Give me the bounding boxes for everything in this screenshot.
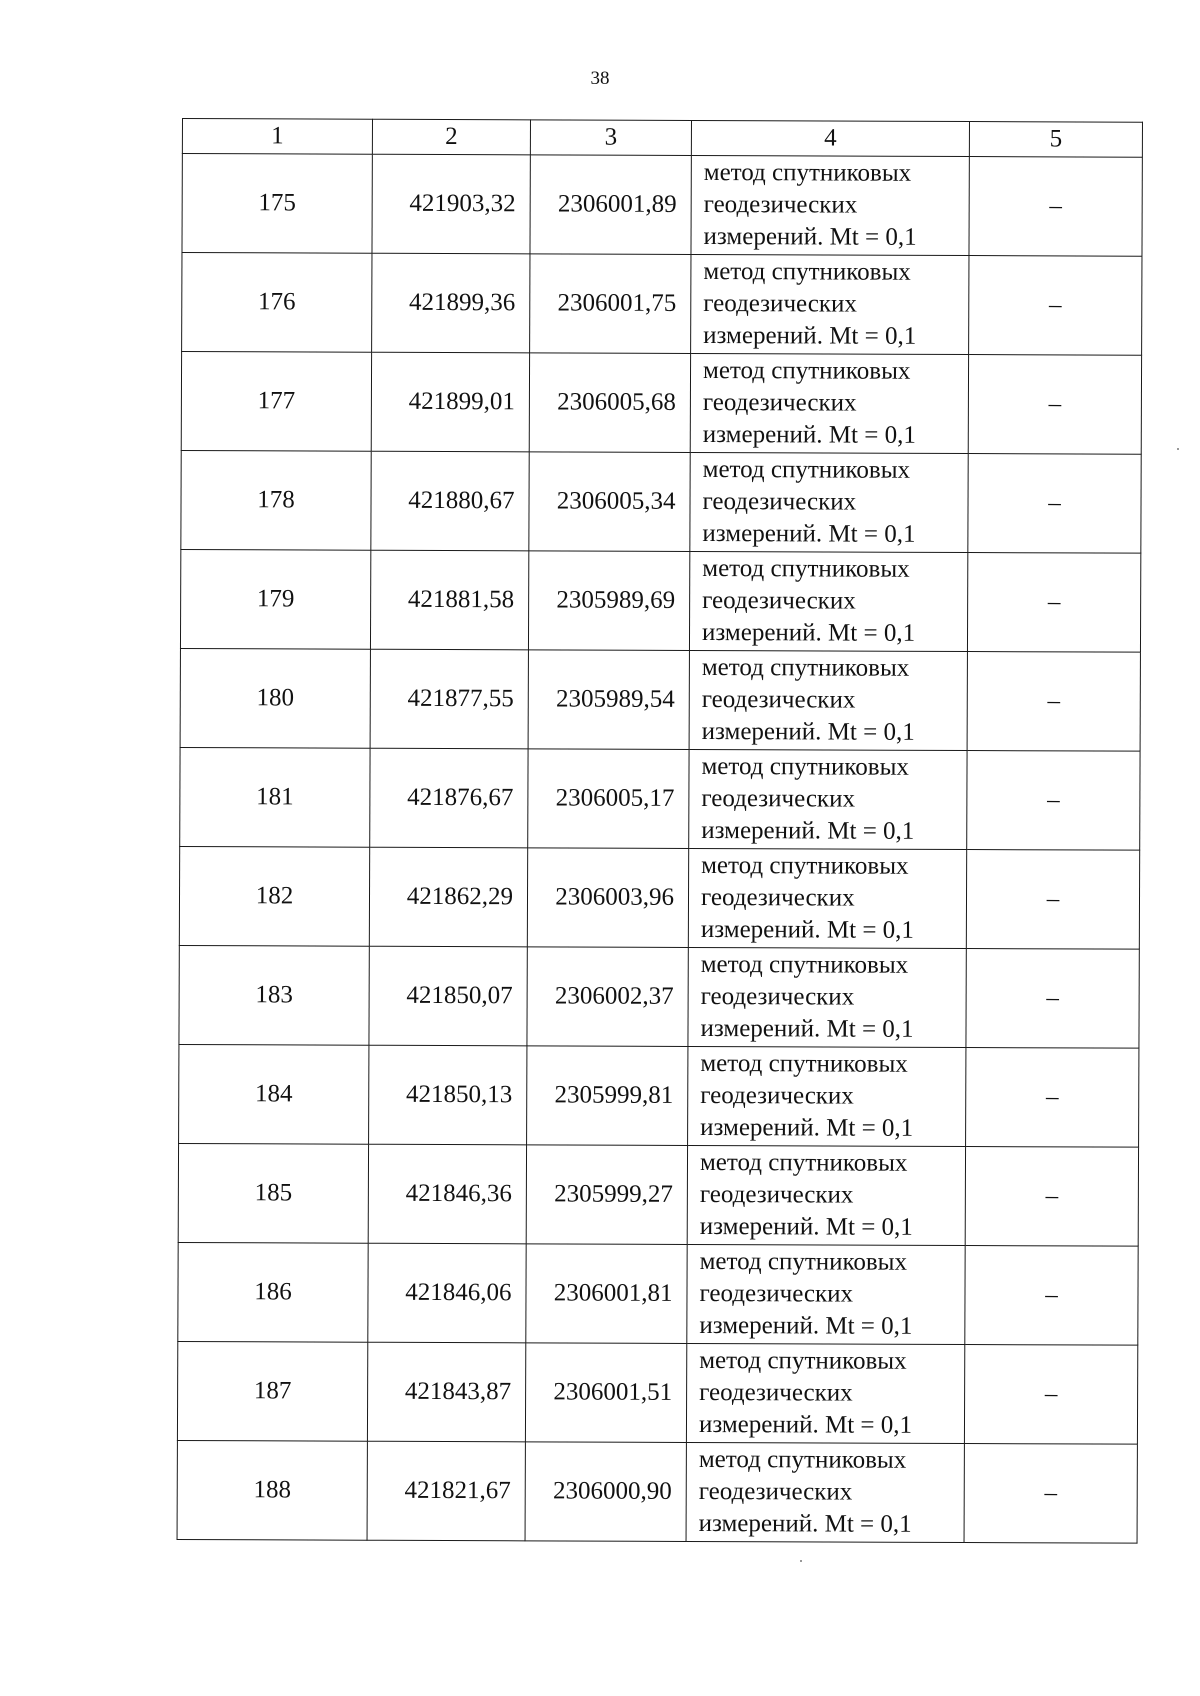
table-row: [180, 549, 1140, 652]
point-number: 181: [180, 747, 370, 847]
method-line: измерений. Mt = 0,1: [699, 1212, 913, 1241]
coordinate-y: 2306005,68: [529, 353, 690, 453]
coordinate-y: 2306001,89: [530, 155, 691, 255]
method-description: [689, 551, 967, 651]
coordinate-x: 421821,67: [367, 1441, 525, 1541]
method-line: метод спутниковых: [702, 357, 911, 385]
table-row: [178, 1242, 1138, 1345]
coordinate-x: 421899,01: [371, 352, 529, 452]
table-header: [182, 119, 1142, 158]
method-description: [687, 1244, 965, 1344]
coordinate-x: 421850,13: [369, 1045, 527, 1145]
table-row: [180, 747, 1140, 850]
note-cell: –: [964, 1444, 1137, 1544]
point-number: 185: [178, 1143, 368, 1243]
method-line: метод спутниковых: [702, 555, 910, 583]
point-number: 180: [180, 648, 370, 748]
method-line: измерений. Mt = 0,1: [699, 1311, 913, 1340]
page-number: 38: [590, 68, 610, 89]
coordinate-x: 421843,87: [367, 1342, 525, 1442]
method-line: метод спутниковых: [701, 851, 909, 880]
table-row: [177, 1341, 1137, 1444]
method-line: измерений. Mt = 0,1: [701, 619, 916, 647]
method-line: метод спутниковых: [699, 1148, 908, 1177]
method-line: геодезических: [702, 488, 857, 516]
method-line: геодезических: [700, 1081, 854, 1110]
note-cell: –: [966, 850, 1139, 950]
point-number: 179: [180, 549, 370, 649]
method-line: измерений. Mt = 0,1: [698, 1410, 913, 1439]
coordinate-y: 2306005,17: [528, 749, 689, 849]
method-line: геодезических: [699, 1279, 854, 1308]
table-row: [179, 945, 1139, 1048]
header-col-1: 1: [182, 119, 372, 155]
scan-speck: [800, 1560, 802, 1562]
table-row: [179, 846, 1139, 949]
method-line: геодезических: [703, 191, 858, 219]
method-line: метод спутниковых: [700, 950, 909, 979]
method-line: измерений. Mt = 0,1: [703, 322, 917, 350]
method-line: измерений. Mt = 0,1: [703, 223, 917, 251]
method-line: геодезических: [703, 290, 857, 318]
method-description: [688, 848, 966, 948]
method-description: [689, 749, 967, 849]
method-line: метод спутниковых: [699, 1346, 907, 1375]
coordinate-y: 2305989,69: [528, 551, 689, 651]
note-cell: –: [965, 1147, 1138, 1247]
method-line: метод спутниковых: [701, 654, 910, 682]
method-line: метод спутниковых: [701, 752, 909, 781]
method-line: измерений. Mt = 0,1: [702, 520, 916, 548]
method-description: [689, 650, 967, 750]
note-cell: –: [969, 157, 1142, 257]
header-col-2: 2: [372, 119, 530, 155]
method-line: измерений. Mt = 0,1: [700, 915, 915, 944]
point-number: 176: [182, 253, 372, 353]
method-line: измерений. Mt = 0,1: [702, 421, 916, 449]
point-number: 184: [179, 1044, 369, 1144]
point-number: 183: [179, 945, 369, 1045]
note-cell: –: [966, 949, 1139, 1049]
method-description: [691, 155, 969, 255]
method-line: метод спутниковых: [698, 1445, 907, 1474]
note-cell: –: [965, 1246, 1138, 1346]
scan-speck: [1177, 448, 1179, 450]
point-number: 178: [181, 450, 371, 550]
method-description: [690, 353, 968, 453]
coordinate-y: 2305999,81: [527, 1046, 688, 1146]
method-line: измерений. Mt = 0,1: [700, 1014, 914, 1043]
note-cell: –: [964, 1345, 1137, 1445]
method-line: метод спутниковых: [700, 1049, 908, 1078]
coordinate-x: 421862,29: [369, 847, 527, 947]
method-description: [690, 452, 968, 552]
coordinate-x: 421846,06: [368, 1243, 526, 1343]
method-description: [687, 1145, 965, 1245]
method-line: измерений. Mt = 0,1: [700, 1113, 914, 1142]
table-row: [179, 1044, 1139, 1147]
method-line: геодезических: [701, 784, 856, 813]
coordinate-y: 2306000,90: [525, 1442, 686, 1542]
method-description: [686, 1343, 964, 1443]
coordinates-table: [177, 118, 1143, 1544]
coordinate-y: 2305989,54: [528, 650, 689, 750]
table-row: [181, 352, 1141, 455]
method-line: метод спутниковых: [703, 159, 912, 187]
table-row: [182, 253, 1142, 356]
table-row: [177, 1440, 1137, 1543]
method-line: измерений. Mt = 0,1: [701, 717, 915, 746]
method-line: геодезических: [700, 982, 855, 1011]
header-col-5: 5: [969, 122, 1142, 158]
method-line: метод спутниковых: [702, 456, 911, 484]
note-cell: –: [968, 454, 1141, 554]
note-cell: –: [967, 553, 1140, 653]
coordinate-y: 2305999,27: [526, 1145, 687, 1245]
table-row: [182, 154, 1142, 257]
coordinate-x: 421877,55: [370, 649, 528, 749]
method-line: геодезических: [700, 883, 855, 912]
coordinate-y: 2306001,51: [525, 1343, 686, 1443]
coordinate-y: 2306003,96: [527, 848, 688, 948]
coordinate-y: 2306001,75: [530, 254, 691, 354]
coordinate-x: 421876,67: [370, 748, 528, 848]
method-line: измерений. Mt = 0,1: [701, 816, 915, 845]
point-number: 187: [177, 1341, 367, 1441]
note-cell: –: [967, 751, 1140, 851]
method-line: метод спутниковых: [703, 258, 911, 286]
coordinate-x: 421846,36: [368, 1144, 526, 1244]
point-number: 188: [177, 1440, 367, 1540]
coordinate-x: 421903,32: [372, 154, 530, 254]
method-line: геодезических: [701, 686, 856, 714]
coordinate-y: 2306001,81: [526, 1244, 687, 1344]
method-line: геодезических: [702, 389, 857, 417]
table-row: [180, 648, 1140, 751]
note-cell: –: [969, 256, 1142, 356]
table-body: [177, 154, 1142, 1544]
method-description: [688, 947, 966, 1047]
method-line: геодезических: [698, 1477, 853, 1506]
method-line: геодезических: [702, 587, 856, 615]
coordinate-x: 421881,58: [370, 550, 528, 650]
table-row: [178, 1143, 1138, 1246]
method-line: метод спутниковых: [699, 1247, 908, 1276]
note-cell: –: [966, 1048, 1139, 1148]
header-row: [182, 119, 1142, 158]
method-line: геодезических: [699, 1378, 853, 1407]
method-description: [691, 254, 969, 354]
method-line: геодезических: [699, 1180, 854, 1209]
coordinate-x: 421850,07: [369, 946, 527, 1046]
coordinates-table-container: [177, 118, 1142, 1544]
method-description: [686, 1442, 964, 1542]
point-number: 182: [179, 846, 369, 946]
point-number: 186: [178, 1242, 368, 1342]
note-cell: –: [967, 652, 1140, 752]
point-number: 177: [181, 352, 371, 452]
coordinate-y: 2306005,34: [529, 452, 690, 552]
point-number: 175: [182, 154, 372, 254]
method-description: [688, 1046, 966, 1146]
coordinate-y: 2306002,37: [527, 947, 688, 1047]
note-cell: –: [968, 355, 1141, 455]
method-line: измерений. Mt = 0,1: [698, 1509, 912, 1538]
header-col-4: 4: [691, 120, 969, 156]
coordinate-x: 421899,36: [372, 253, 530, 353]
coordinate-x: 421880,67: [371, 451, 529, 551]
header-col-3: 3: [530, 120, 691, 156]
table-row: [181, 450, 1141, 553]
